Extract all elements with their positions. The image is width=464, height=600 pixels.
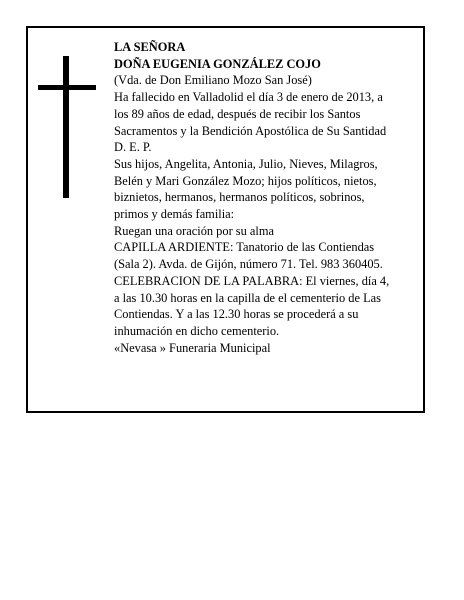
- family-line-4: primos y demás familia:: [114, 207, 235, 222]
- family-line-3: biznietos, hermanos, hermanos políticos, sobrinos,: [114, 190, 365, 205]
- death-line-2: los 89 años de edad, después de recibir los Santos: [114, 106, 361, 121]
- chapel-line-1: CAPILLA ARDIENTE: Tanatorio de las Contiendas: [114, 240, 375, 255]
- chapel-line-2: (Sala 2). Avda. de Gijón, número 71. Tel. 983 360405.: [114, 257, 383, 272]
- prayer-line: Ruegan una oración por su alma: [114, 223, 274, 238]
- funeral-home-line: «Nevasa » Funeraria Municipal: [114, 340, 271, 355]
- ceremony-line-4: inhumación en dicho cementerio.: [114, 323, 280, 338]
- cross-vertical-bar: [63, 56, 69, 198]
- cross-horizontal-bar: [38, 85, 96, 90]
- death-line-1: Ha fallecido en Valladolid el día 3 de enero de 2013, a: [114, 90, 383, 105]
- deceased-name: DOÑA EUGENIA GONZÁLEZ COJO: [114, 56, 321, 71]
- family-line-1: Sus hijos, Angelita, Antonia, Julio, Nieves, Milagros,: [114, 156, 378, 171]
- heading-title: LA SEÑORA: [114, 40, 186, 54]
- ceremony-line-3: Contiendas. Y a las 12.30 horas se procederá a su: [114, 307, 359, 322]
- ceremony-line-2: a las 10.30 horas en la capilla de el cementerio de Las: [114, 290, 381, 305]
- obituary-text: [114, 39, 416, 356]
- family-line-2: Belén y Mari González Mozo; hijos políticos, nietos,: [114, 173, 377, 188]
- cross-icon: [38, 56, 96, 198]
- death-line-3: Sacramentos y la Bendición Apostólica de Su Santidad: [114, 123, 387, 138]
- widow-line: (Vda. de Don Emiliano Mozo San José): [114, 73, 312, 88]
- ceremony-line-1: CELEBRACION DE LA PALABRA: El viernes, día 4,: [114, 273, 390, 288]
- rip-line: D. E. P.: [114, 140, 152, 155]
